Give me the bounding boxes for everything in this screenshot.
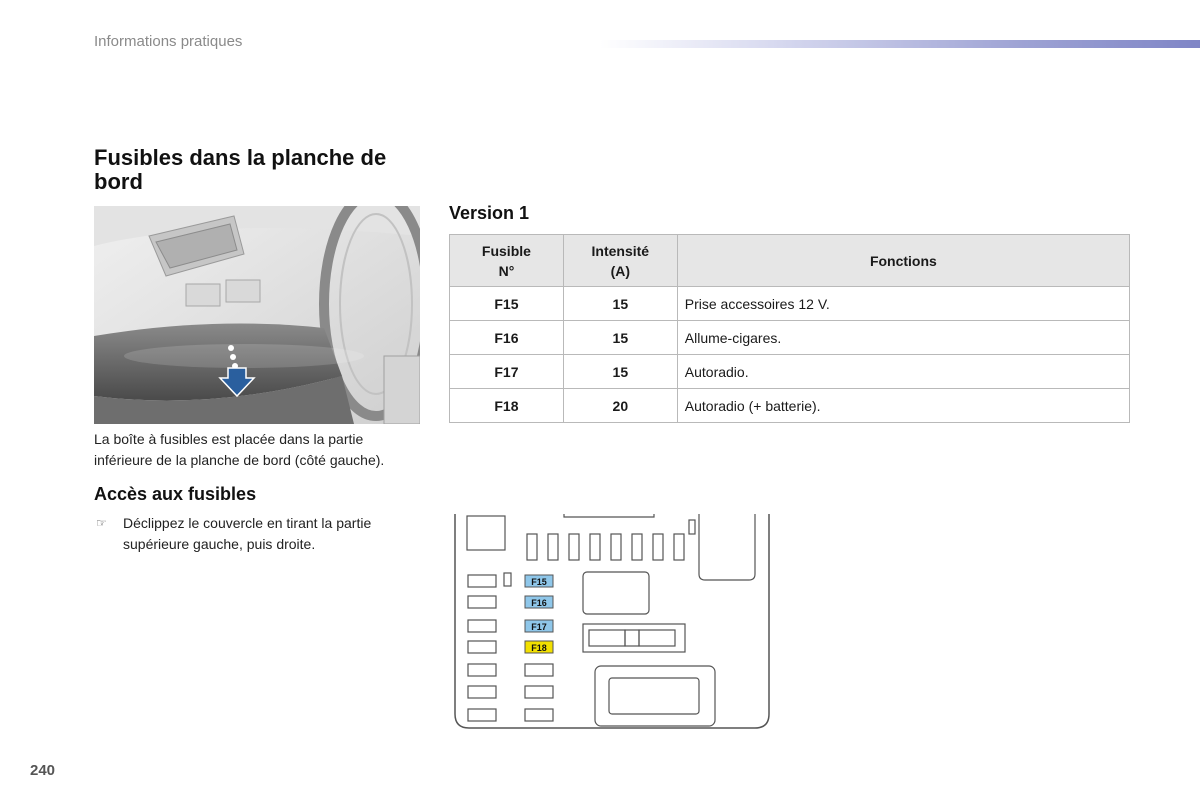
fuse-function: Prise accessoires 12 V. [677, 287, 1129, 321]
header-gradient-bar [600, 40, 1200, 48]
fuse-f16 [525, 596, 553, 608]
table-row [450, 389, 1130, 423]
page-title: Fusibles dans la planche de bord [94, 145, 387, 194]
fuse-table-header-row [450, 235, 1130, 287]
fuse-function: Autoradio. [677, 355, 1129, 389]
fuse-amps: 15 [563, 287, 677, 321]
table-row [450, 321, 1130, 355]
page-number: 240 [30, 762, 56, 779]
fuse-f17 [525, 620, 553, 632]
version-title: Version 1 [449, 203, 530, 223]
fuse-f18-label: F18 [531, 643, 547, 653]
header-intensite-line2: (A) [610, 262, 631, 279]
hand-pointer-icon: ☞ [96, 516, 107, 530]
running-header: Informations pratiques [94, 33, 243, 50]
fuse-number: F17 [450, 355, 564, 389]
table-row [450, 355, 1130, 389]
header-intensite [563, 235, 677, 287]
fuse-amps: 15 [563, 321, 677, 355]
header-fusible-line2: N° [498, 262, 515, 279]
fuse-f15-label: F15 [531, 577, 547, 587]
header-fonctions: Fonctions [677, 235, 1129, 287]
fuse-f17-label: F17 [531, 622, 547, 632]
fuse-f16-label: F16 [531, 598, 547, 608]
fuse-function: Allume-cigares. [677, 321, 1129, 355]
fuse-f18 [525, 641, 553, 653]
fuse-number: F15 [450, 287, 564, 321]
fuse-number: F16 [450, 321, 564, 355]
access-step [94, 513, 414, 555]
access-section-title: Accès aux fusibles [94, 484, 257, 504]
access-step-text: Déclippez le couvercle en tirant la partie supérieure gauche, puis droite. [123, 515, 372, 552]
table-row [450, 287, 1130, 321]
fuse-amps: 20 [563, 389, 677, 423]
header-fusible [450, 235, 564, 287]
fuse-function: Autoradio (+ batterie). [677, 389, 1129, 423]
dashboard-photo [94, 206, 420, 424]
fuse-f15 [525, 575, 553, 587]
fuse-box-diagram [449, 514, 779, 734]
fuse-number: F18 [450, 389, 564, 423]
photo-caption: La boîte à fusibles est placée dans la partie inférieure de la planche de bord (côté gauche). [94, 431, 385, 468]
fuse-table [449, 234, 1130, 423]
header-intensite-line1: Intensité [591, 242, 650, 259]
fuse-amps: 15 [563, 355, 677, 389]
header-fusible-line1: Fusible [481, 242, 531, 259]
